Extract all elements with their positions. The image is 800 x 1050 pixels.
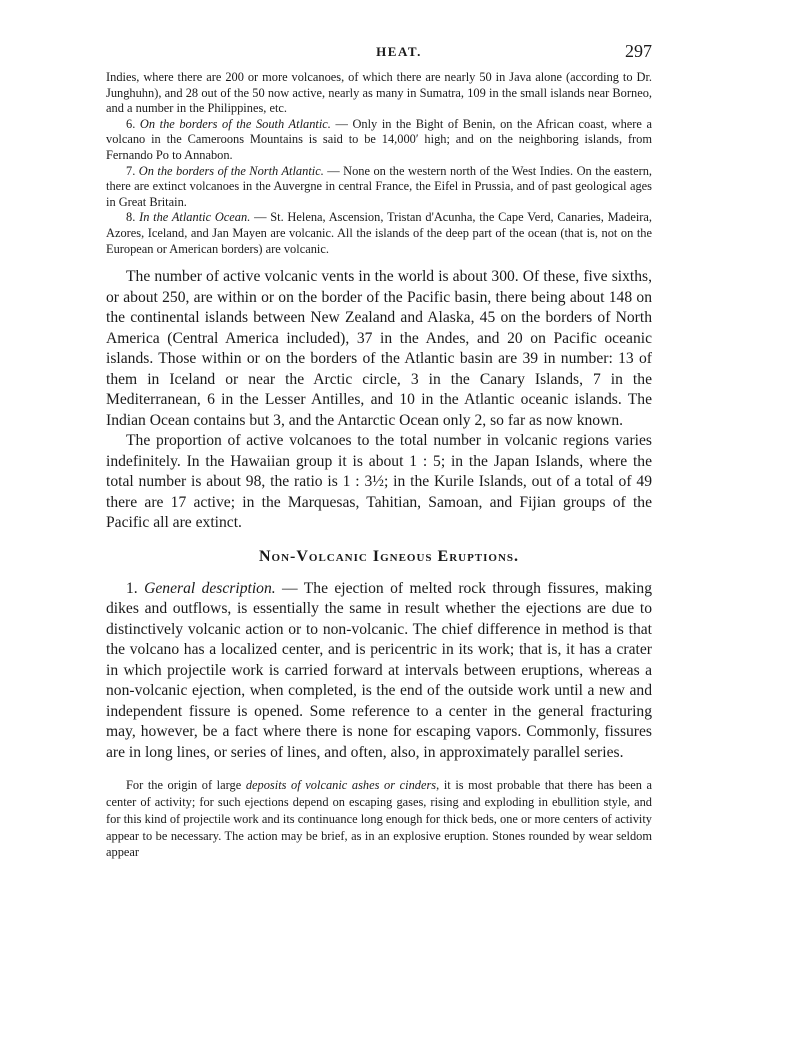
item-title: On the borders of the North Atlantic. (138, 163, 324, 178)
section-text (106, 579, 652, 764)
item-text: — Only in the Bight of Benin, on the African coast, where a volcano in the Cameroons Mountains is said to be 14,000′ high; and on the neighboring islands, from Fernando Po to Annabon. (106, 116, 653, 162)
volcano-region-list (106, 70, 652, 257)
paragraph-volcano-count: The number of active volcanic vents in the world is about 300. Of these, five sixths, or about 250, are within or on the border of the Pacific basin, there being about 148 on the continental islands between New Zealand and Alaska, 45 on the borders of North America (Central America included), 37 in the Andes, and 20 on Pacific oceanic islands. Those within or on the borders of the Atlantic basin are 39 in number: 13 of them in Iceland or near the Arctic circle, 3 in the Canary Islands, 7 in the Mediterranean, 6 in the Lesser Antilles, and 10 in the Atlantic oceanic islands. The Indian Ocean contains but 3, and the Antarctic Ocean only 2, so far as now known. (106, 268, 652, 429)
paragraph-title: General description. (144, 579, 276, 597)
section-heading: Non-Volcanic Igneous Eruptions. (258, 547, 520, 565)
page-header (106, 41, 652, 70)
paragraph-volcano-proportion: The proportion of active volcanoes to the total number in volcanic regions varies indefinitely. In the Hawaiian group it is about 1 : 5; in the Japan Islands, where the total number is about 98, the ratio is 1 : 3½; in the Kurile Islands, out of a total of 49 there are 17 active; in the Marquesas, Tahitian, Samoan, and Fijian groups of the Pacific all are extinct. (106, 432, 652, 532)
note-text-after: , it is most probable that there has been a center of activity; for such ejections depend on escaping gases, rising and exploding in ebullition style, and for this kind of projectile work and its continuance long enough for thick beds, one or more centers of activity appear to be necessary. The action may be brief, as in an explosive eruption. Stones rounded by wear seldom appear (106, 778, 653, 860)
list-item-8 (106, 210, 652, 257)
list-item-7 (106, 164, 652, 211)
item-text: — St. Helena, Ascension, Tristan d'Acunha, the Cape Verd, Canaries, Madeira, Azores, Iceland, and Jan Mayen are volcanic. All the islands of the deep part of the ocean (that is, not on the European or American borders) are volcanic. (106, 210, 653, 256)
note-paragraph (106, 777, 652, 861)
item-number: 8. (126, 210, 140, 225)
paragraph-body: — The ejection of melted rock through fissures, making dikes and outflows, is essentially the same in result whether the ejections are due to distinctively volcanic action or to non-volcanic. The chief difference in method is that the volcano has a localized center, and is pericentric in its work; that is, it has a crater in which projectile work is carried forward at intervals between eruptions, whereas a non-volcanic ejection, when completed, is the end of the outside work until a new and independent fissure is opened. Some reference to a center in the general fracturing may, however, be a fact where there is none for escaping vapors. Commonly, fissures are in long lines, or series of lines, and often, also, in approximately parallel series. (106, 579, 653, 761)
note-text-before: For the origin of large (126, 778, 246, 793)
list-continuation (106, 70, 652, 117)
list-item-6 (106, 117, 652, 164)
running-title: HEAT. (376, 44, 422, 59)
paragraph-general-description (106, 579, 652, 764)
continuation-text: Indies, where there are 200 or more volcanoes, of which there are nearly 50 in Java alone (according to Dr. Junghuhn), and 28 out of the 50 now active, nearly as many in Sumatra, 109 in the small islands near Borneo, and a number in the Philippines, etc. (106, 70, 652, 116)
note-emphasis: deposits of volcanic ashes or cinders (245, 778, 437, 793)
book-page (106, 41, 653, 861)
item-title: On the borders of the South Atlantic. (139, 116, 331, 131)
paragraph-number: 1. (126, 579, 145, 597)
item-number: 6. (126, 116, 140, 131)
item-text: — None on the western north of the West Indies. On the eastern, there are extinct volcanoes in the Auvergne in central France, the Eifel in Prussia, and of past geological ages in Great Britain. (106, 163, 652, 209)
item-number: 7. (126, 163, 139, 178)
page-number: 297 (625, 41, 652, 61)
small-print-note (106, 777, 652, 861)
main-text (106, 267, 652, 534)
item-title: In the Atlantic Ocean. (139, 210, 251, 225)
